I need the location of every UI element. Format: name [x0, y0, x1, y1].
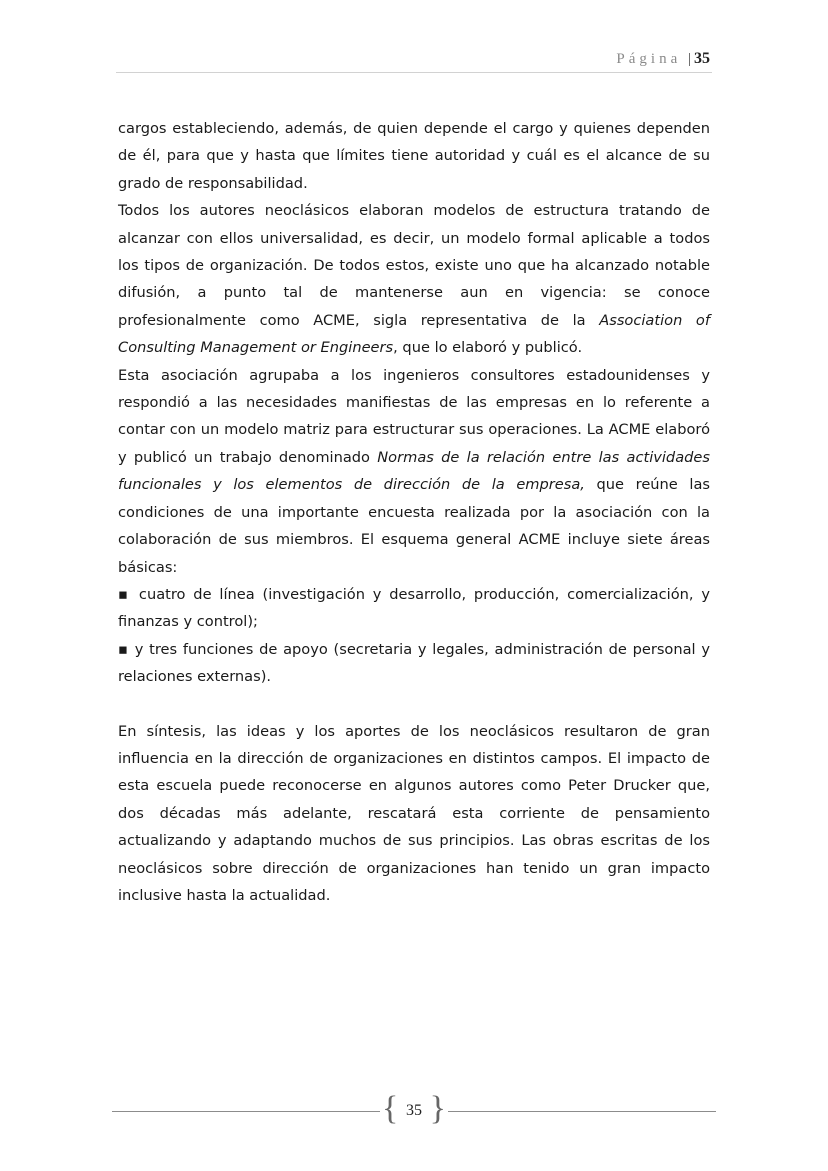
bullet-item — [118, 636, 710, 691]
footer-right-brace: } — [429, 1090, 446, 1127]
text-run: ▪ y tres funciones de apoyo (secretaria y legales, administración de personal y relaciones externas). — [118, 640, 710, 686]
italic-text: Association of Consulting Management or Engineers — [118, 311, 710, 357]
document-body — [118, 115, 710, 909]
text-run: cargos estableciendo, además, de quien depende el cargo y quienes dependen de él, para que y hasta que límites tiene autoridad y cuál es el alcance de su grado de responsabilidad. — [118, 120, 710, 192]
footer-left-brace: { — [382, 1090, 399, 1127]
text-run: , que lo elaboró y publicó. — [393, 339, 583, 357]
header-separator: | — [687, 51, 691, 67]
header-page-label: Página — [616, 51, 682, 67]
bullet-item — [118, 581, 710, 636]
paragraph — [118, 197, 710, 361]
paragraph — [118, 115, 710, 197]
page-footer — [112, 1090, 716, 1130]
footer-page-number: 35 — [406, 1102, 422, 1119]
paragraph — [118, 718, 710, 910]
page-header — [116, 52, 712, 73]
text-run: que reúne las condiciones de una importante encuesta realizada por la asociación con la colaboración de sus miembros. El esquema general ACME incluye siete áreas básicas: — [118, 476, 710, 576]
text-run: Esta asociación agrupaba a los ingenieros consultores estadounidenses y respondió a las necesidades manifiestas de las empresas en lo referente a contar con un modelo matriz para estructurar sus operaciones. La ACME elaboró y publicó un trabajo denominado — [118, 366, 710, 466]
text-run: Todos los autores neoclásicos elaboran modelos de estructura tratando de alcanzar con ellos universalidad, es decir, un modelo formal aplicable a todos los tipos de organización. De todos estos, existe uno que ha alcanzado notable difusión, a punto tal de mantenerse aun en vigencia: se conoce profesionalmente como ACME, sigla representativa de la — [118, 202, 710, 329]
paragraph — [118, 362, 710, 581]
header-page-number: 35 — [694, 50, 710, 67]
text-run: ▪ cuatro de línea (investigación y desarrollo, producción, comercialización, y finanzas y control); — [118, 585, 710, 631]
italic-text: Normas de la relación entre las actividades funcionales y los elementos de dirección de la empresa, — [118, 448, 710, 494]
text-run: En síntesis, las ideas y los aportes de los neoclásicos resultaron de gran influencia en la dirección de organizaciones en distintos campos. El impacto de esta escuela puede reconocerse en algunos autores como Peter Drucker que, dos décadas más adelante, rescatará esta corriente de pensamiento actualizando y adaptando muchos de sus principios. Las obras escritas de los neoclásicos sobre dirección de organizaciones han tenido un gran impacto inclusive hasta la actualidad. — [118, 722, 710, 904]
header-page-indicator — [616, 50, 710, 68]
